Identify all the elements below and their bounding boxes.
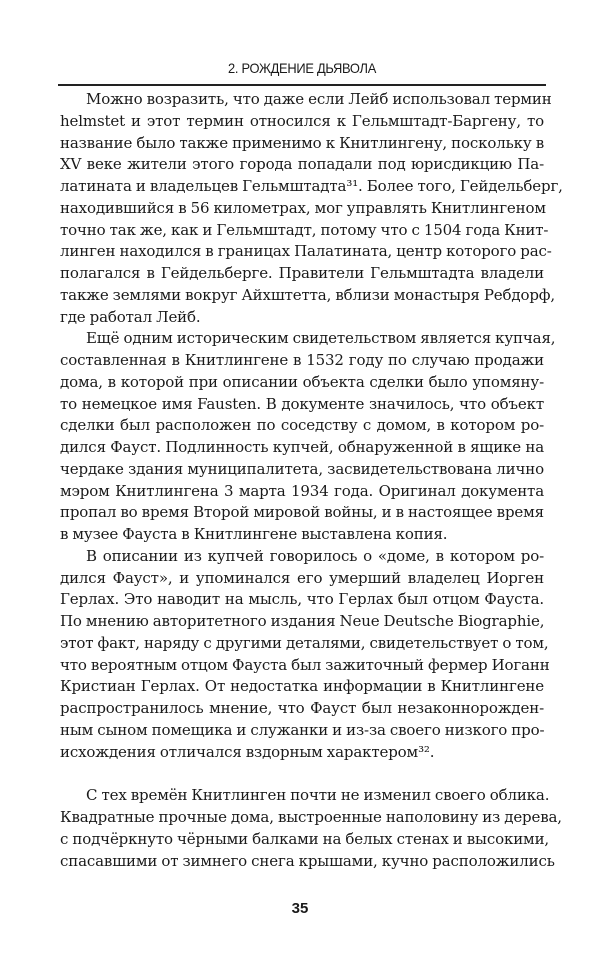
- text-line: helmstet и этот термин относился к Гельмштадт-Баргену, то: [60, 111, 544, 130]
- text-line: что вероятным отцом Фауста был зажиточный фермер Иоганн: [60, 655, 550, 674]
- text-line: спасавшими от зимнего снега крышами, кучно расположились: [60, 851, 555, 870]
- text-line: По мнению авторитетного издания Neue Deutsche Biographie,: [60, 612, 545, 630]
- text-line: составленная в Книтлингене в 1532 году по случаю продажи: [60, 351, 544, 369]
- text-line: в музее Фауста в Книтлингене выставлена копия.: [60, 525, 448, 543]
- text-line: исхождения отличался вздорным характером³².: [60, 742, 435, 761]
- text-line: распространилось мнение, что Фауст был незаконнорожден-: [60, 699, 544, 717]
- text-line: Можно возразить, что даже если Лейб использовал термин: [86, 90, 552, 108]
- text-line: находившийся в 56 километрах, мог управлять Книтлингеном: [60, 198, 546, 217]
- page-number: 35: [291, 900, 309, 917]
- text-line: Квадратные прочные дома, выстроенные наполовину из дерева,: [60, 808, 562, 826]
- text-line: название было также применимо к Книтлингену, поскольку в: [60, 133, 544, 152]
- text-line: Ещё одним историческим свидетельством является купчая,: [86, 329, 556, 348]
- text-line: этот факт, наряду с другими деталями, свидетельствует о том,: [60, 633, 549, 652]
- text-line: пропал во время Второй мировой войны, и в настоящее время: [60, 503, 544, 522]
- text-line: то немецкое имя Fausten. В документе значилось, что объект: [60, 394, 544, 413]
- paragraph: [60, 785, 562, 872]
- text-line: дился Фауст», и упоминался его умерший владелец Иорген: [60, 568, 544, 587]
- text-line: линген находился в границах Палатината, центр которого рас-: [60, 242, 552, 261]
- text-line: XV веке жители этого города попадали под юрисдикцию Па-: [60, 155, 544, 174]
- paragraph: [60, 89, 563, 328]
- paragraph: [60, 546, 550, 764]
- text-line: латината и владельцев Гельмштадта³¹. Более того, Гейдельберг,: [60, 177, 563, 195]
- text-line: точно так же, как и Гельмштадт, потому что с 1504 года Книт-: [60, 220, 549, 239]
- text-line: дома, в которой при описании объекта сделки было упомяну-: [60, 372, 544, 391]
- text-line: сделки был расположен по соседству с домом, в котором ро-: [60, 416, 544, 435]
- text-line: ным сыном помещика и служанки и из-за своего низкого про-: [60, 720, 545, 739]
- text-line: дился Фауст. Подлинность купчей, обнаруженной в ящике на: [60, 438, 544, 456]
- text-line: В описании из купчей говорилось о «доме, в котором ро-: [86, 546, 544, 565]
- text-line: полагался в Гейдельберге. Правители Гельмштадта владели: [60, 264, 544, 282]
- text-line: Герлах. Это наводит на мысль, что Герлах был отцом Фауста.: [60, 590, 544, 609]
- header-rule: [58, 84, 546, 86]
- running-header: 2. РОЖДЕНИЕ ДЬЯВОЛА: [227, 60, 377, 76]
- body-text: [60, 89, 563, 872]
- paragraph: [60, 328, 556, 546]
- text-line: мэром Книтлингена 3 марта 1934 года. Оригинал документа: [60, 481, 544, 500]
- text-line: чердаке здания муниципалитета, засвидетельствована лично: [60, 459, 544, 478]
- text-line: с подчёркнуто чёрными балками на белых стенах и высокими,: [60, 829, 550, 848]
- text-line: где работал Лейб.: [60, 307, 201, 326]
- paragraph-gap: [60, 763, 544, 785]
- text-line: также землями вокруг Айхштетта, вблизи монастыря Ребдорф,: [60, 285, 556, 304]
- text-line: С тех времён Книтлинген почти не изменил своего облика.: [86, 786, 550, 805]
- text-line: Кристиан Герлах. От недостатка информации в Книтлингене: [60, 677, 544, 696]
